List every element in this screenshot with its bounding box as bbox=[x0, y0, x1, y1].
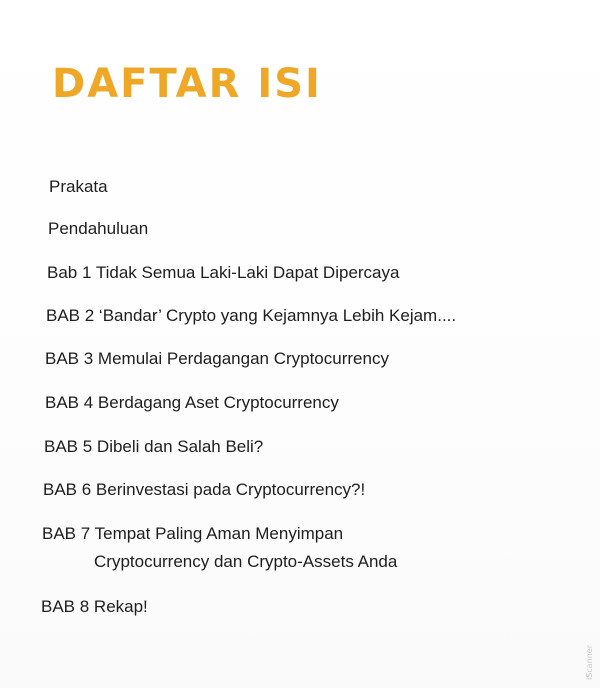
toc-entry-label-continued: Cryptocurrency dan Crypto-Assets Anda bbox=[94, 552, 398, 571]
toc-entry-label: BAB 5 Dibeli dan Salah Beli? bbox=[44, 437, 264, 456]
toc-entry-label: BAB 8 Rekap! bbox=[41, 597, 148, 616]
toc-entry-label: Prakata bbox=[49, 177, 108, 196]
page-title: DAFTAR ISI bbox=[52, 61, 322, 107]
toc-entry-label: Bab 1 Tidak Semua Laki-Laki Dapat Dipercaya bbox=[47, 263, 400, 282]
toc-entry-label: BAB 6 Berinvestasi pada Cryptocurrency?! bbox=[43, 480, 366, 499]
scanner-watermark: iScanner bbox=[585, 645, 594, 680]
toc-entry-label: Pendahuluan bbox=[48, 219, 149, 238]
toc-entry-label: BAB 4 Berdagang Aset Cryptocurrency bbox=[45, 393, 339, 412]
toc-entry-label: BAB 7 Tempat Paling Aman Menyimpan bbox=[42, 524, 344, 543]
toc-entry-label: BAB 2 ‘Bandar’ Crypto yang Kejamnya Lebih Kejam.... bbox=[46, 306, 457, 325]
toc-entry-label: BAB 3 Memulai Perdagangan Cryptocurrency bbox=[45, 349, 389, 368]
